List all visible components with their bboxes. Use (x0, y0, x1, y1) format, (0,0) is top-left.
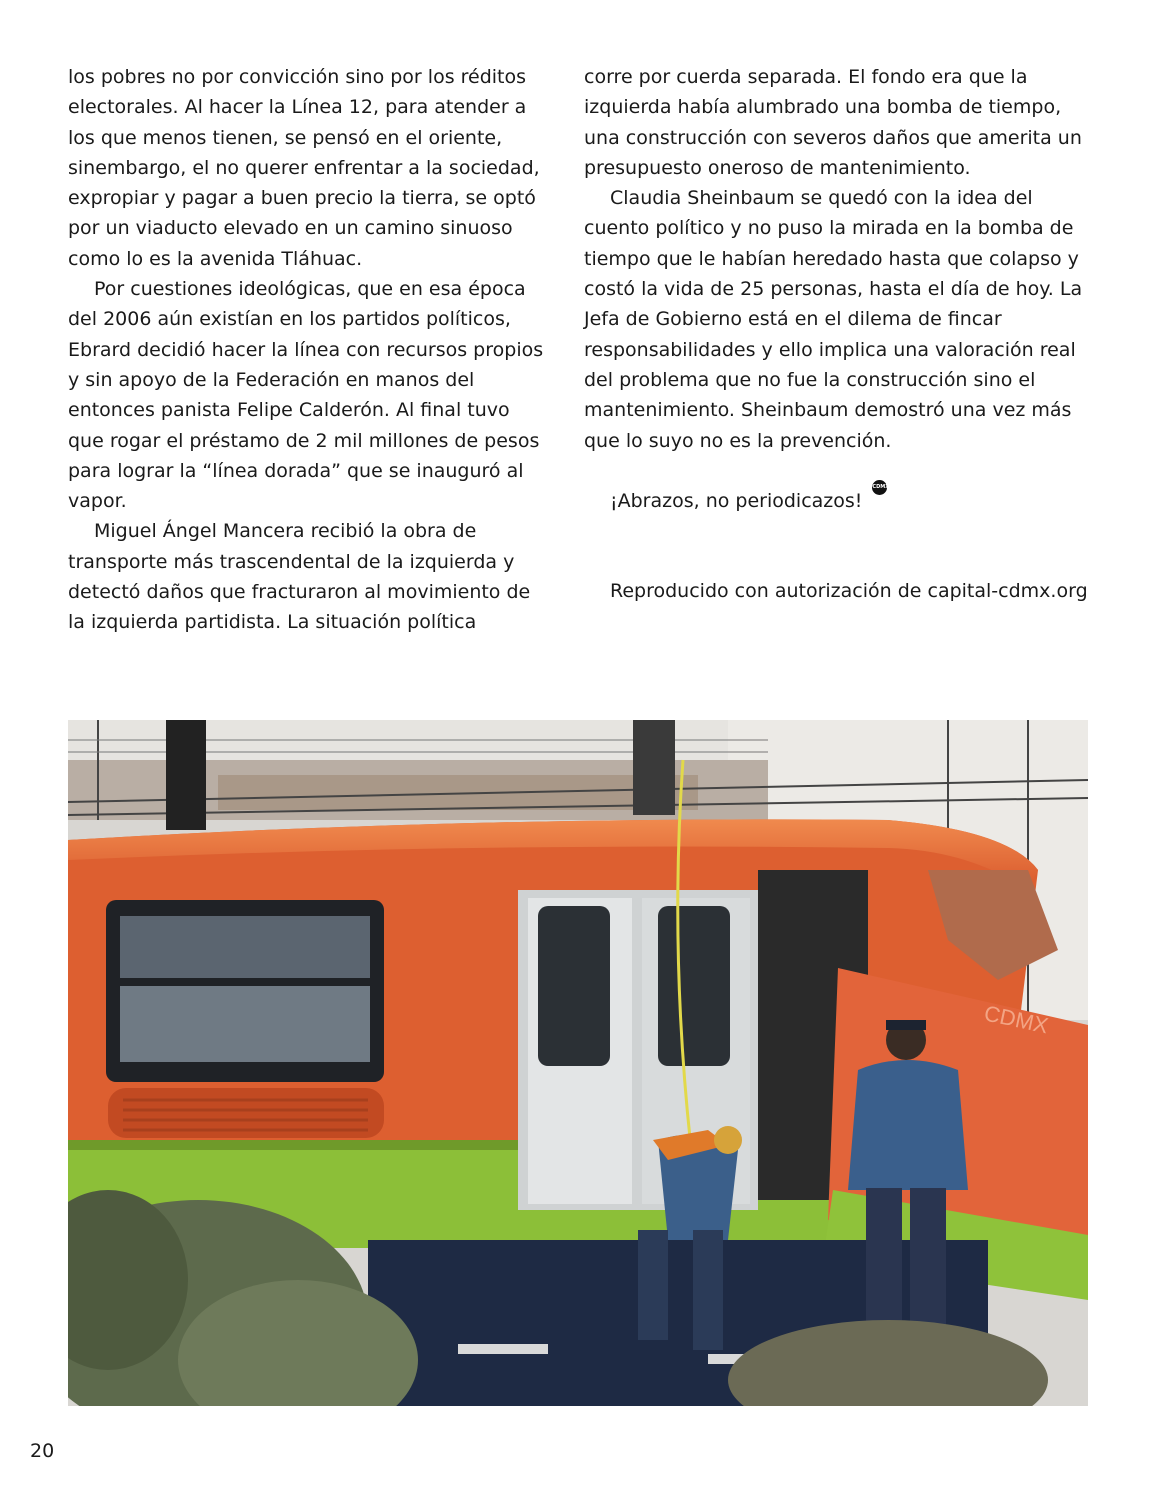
signoff (584, 483, 1094, 516)
paragraph: Miguel Ángel Mancera recibió la obra de transporte más trascendental de la izquierda y detectó daños que fracturaron al movimiento de la izquierda partidista. La situación política (68, 520, 531, 634)
paragraph: los pobres no por convicción sino por los réditos electorales. Al hacer la Línea 12, para atender a los que menos tienen, se pensó en el oriente, sinembargo, el no querer enfrentar a la sociedad, expropiar y pagar a buen precio la tierra, se optó por un viaducto elevado en un camino sinuoso como lo es la avenida Tláhuac. (68, 66, 540, 270)
paragraph: Claudia Sheinbaum se quedó con la idea del cuento político y no puso la mirada en la bomba de tiempo que le habían heredado hasta que colapso y costó la vida de 25 personas, hasta el día de hoy. La Jefa de Gobierno está en el dilema de fincar responsabilidades y ello implica una valoración real del problema que no fue la construcción sino el mantenimiento. Sheinbaum demostró una vez más que lo suyo no es la prevención. (584, 187, 1083, 452)
right-column (584, 62, 1094, 606)
train-accident-photo (68, 720, 1088, 1406)
page-number: 20 (30, 1440, 55, 1462)
cdmx-logo-icon: CDMX (872, 480, 887, 495)
credit-line: Reproducido con autorización de capital-cdmx.org (610, 580, 1088, 603)
paragraph: Por cuestiones ideológicas, que en esa época del 2006 aún existían en los partidos políticos, Ebrard decidió hacer la línea con recursos propios y sin apoyo de la Federación en manos del entonces panista Felipe Calderón. Al final tuvo que rogar el préstamo de 2 mil millones de pesos para lograr la “línea dorada” que se inauguró al vapor. (68, 278, 544, 513)
left-column (68, 62, 544, 638)
signoff-text: ¡Abrazos, no periodicazos! (610, 489, 863, 512)
paragraph: corre por cuerda separada. El fondo era que la izquierda había alumbrado una bomba de tiempo, una construcción con severos daños que amerita un presupuesto oneroso de mantenimiento. (584, 66, 1082, 179)
train-label: CDMX (981, 1000, 1051, 1039)
